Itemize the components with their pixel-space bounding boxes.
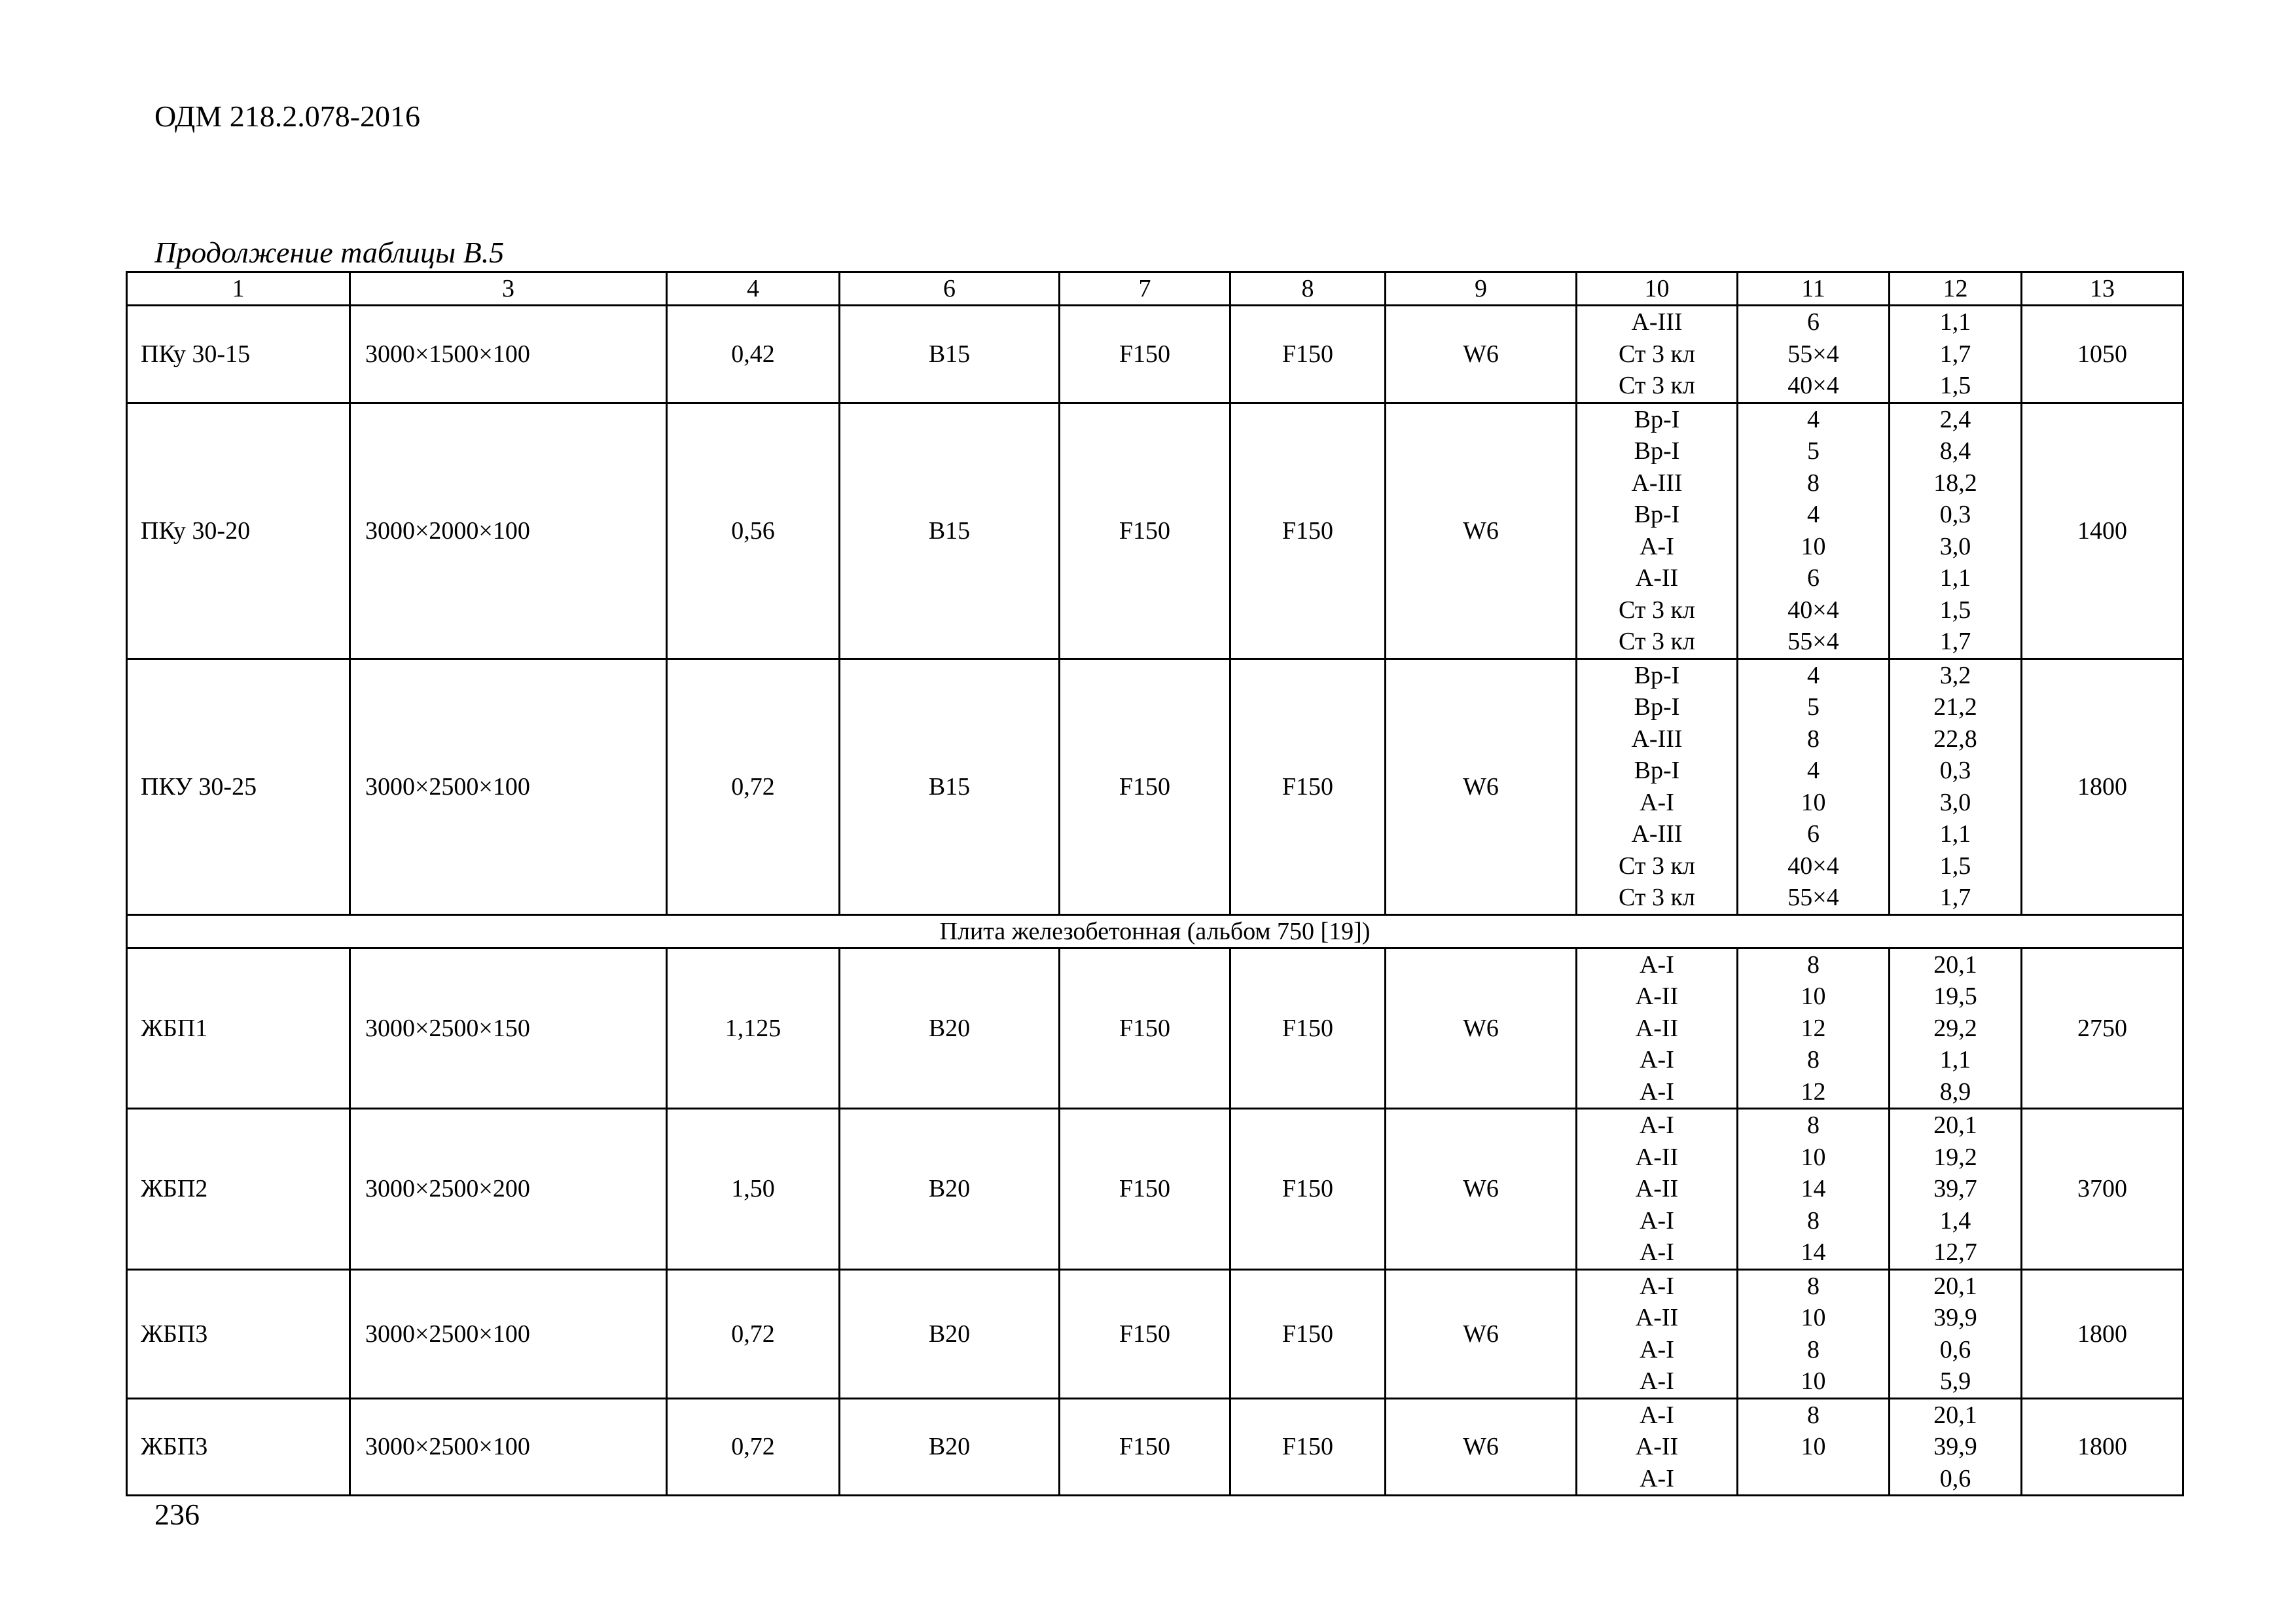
reinforcement-steel-value: А-I bbox=[1640, 1464, 1674, 1492]
concrete-volume: 0,72 bbox=[667, 1269, 840, 1398]
reinforcement-mass-value: 39,7 bbox=[1933, 1175, 1977, 1202]
concrete-class: В20 bbox=[840, 1269, 1060, 1398]
frost-resistance: F150 bbox=[1060, 1109, 1230, 1270]
concrete-volume: 0,72 bbox=[667, 659, 840, 914]
reinforcement-steel-value: А-I bbox=[1640, 1272, 1674, 1300]
reinforcement-steel-value: А-II bbox=[1635, 1014, 1679, 1042]
section-title: Плита железобетонная (альбом 750 [19]) bbox=[127, 914, 2183, 948]
reinforcement-mass-value: 1,4 bbox=[1939, 1206, 1971, 1235]
column-header: 6 bbox=[840, 272, 1060, 306]
frost-resistance-alt: F150 bbox=[1230, 1109, 1386, 1270]
water-resistance: W6 bbox=[1386, 1109, 1577, 1270]
reinforcement-mass bbox=[1890, 1269, 2022, 1398]
column-header: 9 bbox=[1386, 272, 1577, 306]
concrete-volume: 0,42 bbox=[667, 306, 840, 403]
product-dimensions: 3000×2500×100 bbox=[350, 1398, 667, 1496]
column-header: 12 bbox=[1890, 272, 2022, 306]
column-header: 1 bbox=[127, 272, 350, 306]
reinforcement-size bbox=[1738, 659, 1890, 914]
column-header: 4 bbox=[667, 272, 840, 306]
reinforcement-size bbox=[1738, 306, 1890, 403]
reinforcement-steel-value: Ст 3 кл bbox=[1619, 852, 1695, 880]
product-weight: 2750 bbox=[2022, 948, 2183, 1109]
reinforcement-mass-value: 8,4 bbox=[1939, 437, 1971, 465]
reinforcement-mass-value: 0,6 bbox=[1939, 1335, 1971, 1363]
reinforcement-mass-value: 20,1 bbox=[1933, 1401, 1977, 1429]
reinforcement-mass-value: 1,1 bbox=[1939, 820, 1971, 848]
reinforcement-steel-value: Вр-I bbox=[1634, 757, 1680, 784]
water-resistance: W6 bbox=[1386, 948, 1577, 1109]
reinforcement-steel-value: А-II bbox=[1635, 1175, 1679, 1202]
reinforcement-size bbox=[1738, 403, 1890, 659]
reinforcement-steel-value: А-III bbox=[1631, 469, 1683, 497]
reinforcement-mass-value: 0,6 bbox=[1939, 1464, 1971, 1492]
concrete-class: В15 bbox=[840, 306, 1060, 403]
product-weight: 1050 bbox=[2022, 306, 2183, 403]
table-row bbox=[127, 403, 2183, 659]
reinforcement-steel-value: Вр-I bbox=[1634, 437, 1680, 465]
reinforcement-size-value: 8 bbox=[1807, 1206, 1820, 1235]
reinforcement-steel-value: А-I bbox=[1640, 788, 1674, 816]
reinforcement-steel-value: А-I bbox=[1640, 1238, 1674, 1266]
reinforcement-steel-value: А-I bbox=[1640, 532, 1674, 560]
reinforcement-size-value: 8 bbox=[1807, 725, 1820, 753]
reinforcement-mass-value: 1,7 bbox=[1939, 340, 1971, 368]
reinforcement-steel-value: Вр-I bbox=[1634, 501, 1680, 528]
frost-resistance: F150 bbox=[1060, 403, 1230, 659]
frost-resistance: F150 bbox=[1060, 306, 1230, 403]
reinforcement-mass-value: 3,0 bbox=[1939, 788, 1971, 816]
concrete-volume: 0,56 bbox=[667, 403, 840, 659]
water-resistance: W6 bbox=[1386, 659, 1577, 914]
reinforcement-size-value: 8 bbox=[1807, 1335, 1820, 1363]
reinforcement-mass bbox=[1890, 403, 2022, 659]
reinforcement-steel-value: А-I bbox=[1640, 1367, 1674, 1395]
column-header: 3 bbox=[350, 272, 667, 306]
frost-resistance-alt: F150 bbox=[1230, 1398, 1386, 1496]
reinforcement-mass-value: 1,7 bbox=[1939, 628, 1971, 655]
reinforcement-size-value: 12 bbox=[1801, 1014, 1826, 1042]
product-weight: 1800 bbox=[2022, 659, 2183, 914]
reinforcement-mass-value: 20,1 bbox=[1933, 1272, 1977, 1300]
reinforcement-steel-value: Ст 3 кл bbox=[1619, 628, 1695, 655]
reinforcement-size-value: 8 bbox=[1807, 469, 1820, 497]
reinforcement-mass-value: 0,3 bbox=[1939, 757, 1971, 784]
reinforcement-mass-value: 21,2 bbox=[1933, 693, 1977, 721]
reinforcement-mass-value: 29,2 bbox=[1933, 1014, 1977, 1042]
reinforcement-size-value: 14 bbox=[1801, 1238, 1826, 1266]
reinforcement-size-value: 40×4 bbox=[1787, 852, 1839, 880]
reinforcement-size-value: 10 bbox=[1801, 1367, 1826, 1395]
reinforcement-mass-value: 1,1 bbox=[1939, 1046, 1971, 1074]
reinforcement-mass-value: 2,4 bbox=[1939, 405, 1971, 433]
concrete-class: В20 bbox=[840, 1109, 1060, 1270]
reinforcement-mass-value: 0,3 bbox=[1939, 501, 1971, 528]
reinforcement-mass-value: 8,9 bbox=[1939, 1077, 1971, 1106]
reinforcement-mass-value: 12,7 bbox=[1933, 1238, 1977, 1266]
header-row bbox=[127, 272, 2183, 306]
reinforcement-size-value: 8 bbox=[1807, 1401, 1820, 1429]
reinforcement-mass-value: 1,5 bbox=[1939, 372, 1971, 399]
concrete-class: В20 bbox=[840, 1398, 1060, 1496]
reinforcement-mass bbox=[1890, 659, 2022, 914]
concrete-volume: 0,72 bbox=[667, 1398, 840, 1496]
reinforcement-size-value: 5 bbox=[1807, 693, 1820, 721]
reinforcement-steel bbox=[1577, 403, 1738, 659]
table-row bbox=[127, 306, 2183, 403]
reinforcement-steel bbox=[1577, 948, 1738, 1109]
reinforcement-size bbox=[1738, 1269, 1890, 1398]
frost-resistance-alt: F150 bbox=[1230, 948, 1386, 1109]
reinforcement-mass-value: 3,0 bbox=[1939, 532, 1971, 560]
reinforcement-size-value: 5 bbox=[1807, 437, 1820, 465]
reinforcement-size-value: 6 bbox=[1807, 308, 1820, 336]
reinforcement-size-value: 4 bbox=[1807, 757, 1820, 784]
reinforcement-size-value: 8 bbox=[1807, 1046, 1820, 1074]
reinforcement-steel bbox=[1577, 659, 1738, 914]
reinforcement-size-value: 40×4 bbox=[1787, 372, 1839, 399]
reinforcement-steel bbox=[1577, 306, 1738, 403]
reinforcement-steel-value: Вр-I bbox=[1634, 405, 1680, 433]
reinforcement-size-value: 55×4 bbox=[1787, 340, 1839, 368]
reinforcement-steel-value: Вр-I bbox=[1634, 693, 1680, 721]
frost-resistance: F150 bbox=[1060, 948, 1230, 1109]
reinforcement-size bbox=[1738, 1398, 1890, 1496]
reinforcement-steel-value: А-I bbox=[1640, 1111, 1674, 1139]
concrete-volume: 1,50 bbox=[667, 1109, 840, 1270]
product-name: ЖБП1 bbox=[127, 948, 350, 1109]
product-name: ЖБП2 bbox=[127, 1109, 350, 1270]
reinforcement-steel bbox=[1577, 1269, 1738, 1398]
reinforcement-steel bbox=[1577, 1398, 1738, 1496]
reinforcement-size-value: 40×4 bbox=[1787, 596, 1839, 624]
reinforcement-mass bbox=[1890, 306, 2022, 403]
reinforcement-mass-value: 20,1 bbox=[1933, 950, 1977, 979]
reinforcement-steel-value: Ст 3 кл bbox=[1619, 372, 1695, 399]
table-caption: Продолжение таблицы В.5 bbox=[154, 236, 505, 269]
reinforcement-size-value: 14 bbox=[1801, 1175, 1826, 1202]
document-code: ОДМ 218.2.078-2016 bbox=[154, 99, 421, 133]
table-row bbox=[127, 948, 2183, 1109]
product-name: ЖБП3 bbox=[127, 1269, 350, 1398]
column-header: 11 bbox=[1738, 272, 1890, 306]
frost-resistance: F150 bbox=[1060, 1269, 1230, 1398]
concrete-class: В15 bbox=[840, 659, 1060, 914]
reinforcement-mass-value: 1,5 bbox=[1939, 852, 1971, 880]
reinforcement-steel-value: А-II bbox=[1635, 564, 1679, 592]
reinforcement-steel-value: А-II bbox=[1635, 983, 1679, 1010]
product-name: ЖБП3 bbox=[127, 1398, 350, 1496]
water-resistance: W6 bbox=[1386, 403, 1577, 659]
reinforcement-mass-value: 1,5 bbox=[1939, 596, 1971, 624]
column-header: 7 bbox=[1060, 272, 1230, 306]
water-resistance: W6 bbox=[1386, 1269, 1577, 1398]
reinforcement-steel-value: А-II bbox=[1635, 1304, 1679, 1331]
reinforcement-mass-value: 18,2 bbox=[1933, 469, 1977, 497]
reinforcement-mass bbox=[1890, 1398, 2022, 1496]
reinforcement-size-value: 6 bbox=[1807, 820, 1820, 848]
table-row bbox=[127, 659, 2183, 914]
reinforcement-steel-value: А-III bbox=[1631, 725, 1683, 753]
product-dimensions: 3000×2500×100 bbox=[350, 659, 667, 914]
reinforcement-mass-value: 3,2 bbox=[1939, 661, 1971, 689]
reinforcement-size-value: 10 bbox=[1801, 1304, 1826, 1331]
section-row bbox=[127, 914, 2183, 948]
reinforcement-steel-value: А-III bbox=[1631, 820, 1683, 848]
reinforcement-size-value: 55×4 bbox=[1787, 884, 1839, 911]
reinforcement-size-value: 10 bbox=[1801, 532, 1826, 560]
reinforcement-steel-value: А-I bbox=[1640, 1401, 1674, 1429]
reinforcement-steel-value: А-II bbox=[1635, 1143, 1679, 1171]
reinforcement-size-value bbox=[1738, 1463, 1888, 1495]
page-number: 236 bbox=[154, 1498, 200, 1531]
reinforcement-mass-value: 20,1 bbox=[1933, 1111, 1977, 1139]
reinforcement-mass-value: 1,1 bbox=[1939, 308, 1971, 336]
data-table bbox=[126, 271, 2184, 1496]
frost-resistance-alt: F150 bbox=[1230, 1269, 1386, 1398]
column-header: 13 bbox=[2022, 272, 2183, 306]
product-dimensions: 3000×2500×100 bbox=[350, 1269, 667, 1398]
product-weight: 1400 bbox=[2022, 403, 2183, 659]
reinforcement-size-value: 8 bbox=[1807, 1272, 1820, 1300]
reinforcement-steel-value: А-I bbox=[1640, 1335, 1674, 1363]
reinforcement-size-value: 4 bbox=[1807, 661, 1820, 689]
concrete-volume: 1,125 bbox=[667, 948, 840, 1109]
product-dimensions: 3000×2500×200 bbox=[350, 1109, 667, 1270]
reinforcement-steel-value: Вр-I bbox=[1634, 661, 1680, 689]
reinforcement-mass-value: 1,7 bbox=[1939, 884, 1971, 911]
reinforcement-steel-value: А-I bbox=[1640, 1077, 1674, 1106]
reinforcement-size-value: 10 bbox=[1801, 1433, 1826, 1460]
reinforcement-mass-value: 39,9 bbox=[1933, 1433, 1977, 1460]
reinforcement-mass bbox=[1890, 1109, 2022, 1270]
reinforcement-mass-value: 39,9 bbox=[1933, 1304, 1977, 1331]
reinforcement-steel-value: А-I bbox=[1640, 950, 1674, 979]
reinforcement-mass bbox=[1890, 948, 2022, 1109]
frost-resistance: F150 bbox=[1060, 1398, 1230, 1496]
reinforcement-steel-value: Ст 3 кл bbox=[1619, 340, 1695, 368]
reinforcement-size bbox=[1738, 948, 1890, 1109]
concrete-class: В20 bbox=[840, 948, 1060, 1109]
reinforcement-size-value: 12 bbox=[1801, 1077, 1826, 1106]
reinforcement-size-value: 10 bbox=[1801, 983, 1826, 1010]
reinforcement-steel-value: А-I bbox=[1640, 1046, 1674, 1074]
reinforcement-mass-value: 1,1 bbox=[1939, 564, 1971, 592]
reinforcement-steel-value: Ст 3 кл bbox=[1619, 884, 1695, 911]
frost-resistance: F150 bbox=[1060, 659, 1230, 914]
frost-resistance-alt: F150 bbox=[1230, 403, 1386, 659]
product-weight: 3700 bbox=[2022, 1109, 2183, 1270]
reinforcement-size-value: 10 bbox=[1801, 1143, 1826, 1171]
reinforcement-size-value: 10 bbox=[1801, 788, 1826, 816]
reinforcement-mass-value: 5,9 bbox=[1939, 1367, 1971, 1395]
product-weight: 1800 bbox=[2022, 1269, 2183, 1398]
concrete-class: В15 bbox=[840, 403, 1060, 659]
product-name: ПКу 30-15 bbox=[127, 306, 350, 403]
reinforcement-steel-value: Ст 3 кл bbox=[1619, 596, 1695, 624]
table-row bbox=[127, 1269, 2183, 1398]
frost-resistance-alt: F150 bbox=[1230, 306, 1386, 403]
reinforcement-steel bbox=[1577, 1109, 1738, 1270]
product-dimensions: 3000×1500×100 bbox=[350, 306, 667, 403]
product-name: ПКу 30-20 bbox=[127, 403, 350, 659]
reinforcement-size-value: 8 bbox=[1807, 950, 1820, 979]
reinforcement-steel-value: А-II bbox=[1635, 1433, 1679, 1460]
water-resistance: W6 bbox=[1386, 306, 1577, 403]
reinforcement-mass-value: 19,5 bbox=[1933, 983, 1977, 1010]
product-name: ПКУ 30-25 bbox=[127, 659, 350, 914]
frost-resistance-alt: F150 bbox=[1230, 659, 1386, 914]
table-row bbox=[127, 1109, 2183, 1270]
reinforcement-size-value: 4 bbox=[1807, 501, 1820, 528]
product-weight: 1800 bbox=[2022, 1398, 2183, 1496]
reinforcement-size bbox=[1738, 1109, 1890, 1270]
product-dimensions: 3000×2000×100 bbox=[350, 403, 667, 659]
product-dimensions: 3000×2500×150 bbox=[350, 948, 667, 1109]
table-row bbox=[127, 1398, 2183, 1496]
reinforcement-steel-value: А-I bbox=[1640, 1206, 1674, 1235]
reinforcement-steel-value: А-III bbox=[1631, 308, 1683, 336]
reinforcement-mass-value: 22,8 bbox=[1933, 725, 1977, 753]
reinforcement-size-value: 55×4 bbox=[1787, 628, 1839, 655]
column-header: 10 bbox=[1577, 272, 1738, 306]
reinforcement-mass-value: 19,2 bbox=[1933, 1143, 1977, 1171]
reinforcement-size-value: 6 bbox=[1807, 564, 1820, 592]
reinforcement-size-value: 4 bbox=[1807, 405, 1820, 433]
reinforcement-size-value: 8 bbox=[1807, 1111, 1820, 1139]
column-header: 8 bbox=[1230, 272, 1386, 306]
water-resistance: W6 bbox=[1386, 1398, 1577, 1496]
